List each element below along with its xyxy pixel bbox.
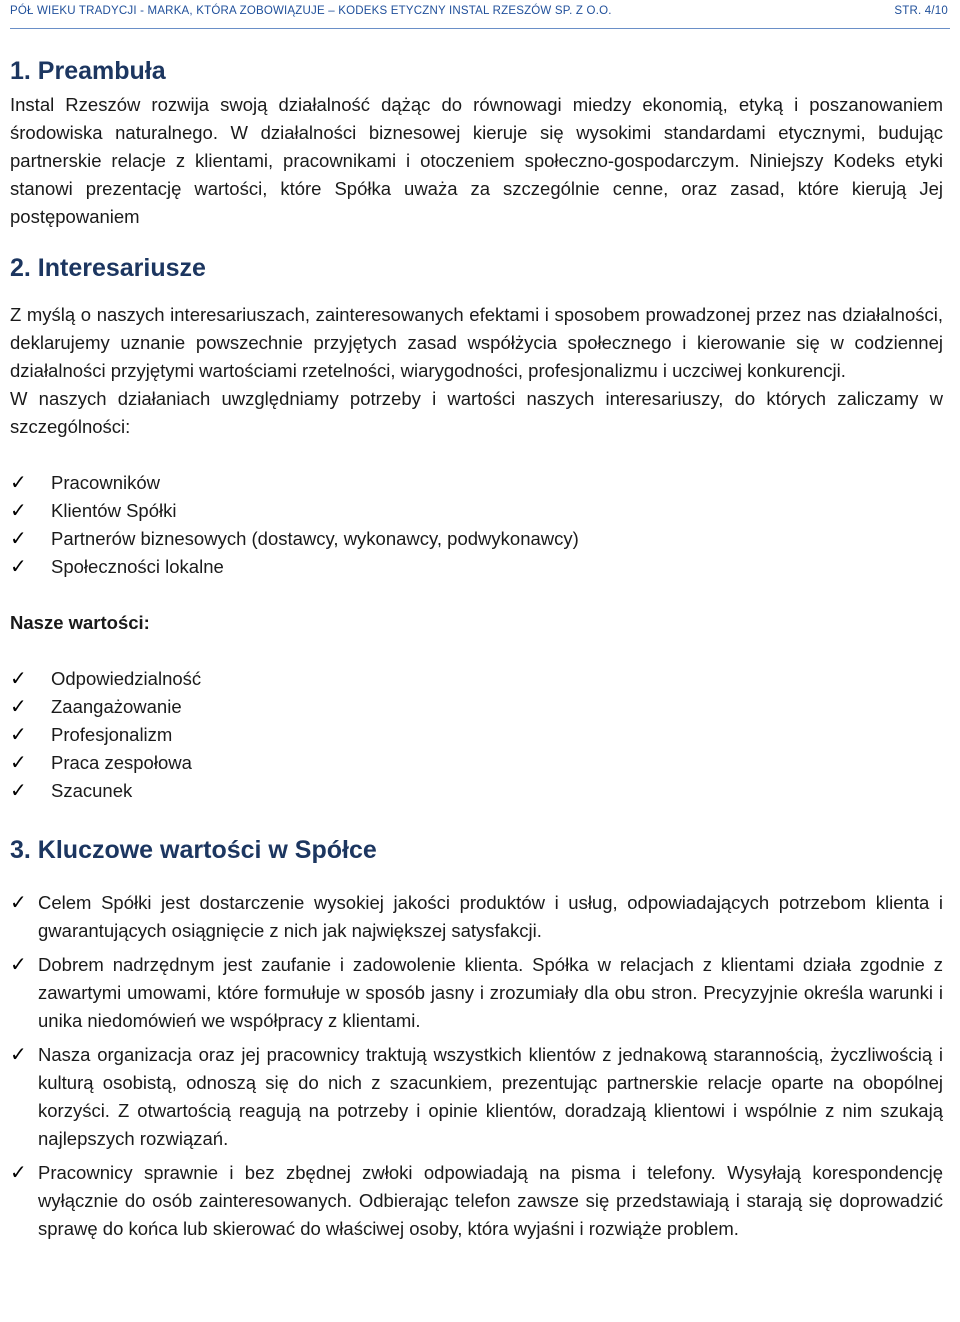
check-icon: ✓	[10, 528, 27, 550]
check-icon: ✓	[10, 500, 27, 522]
check-icon: ✓	[10, 696, 27, 718]
list-item: ✓ Celem Spółki jest dostarczenie wysokiej jakości produktów i usług, odpowiadających potrzebom klienta i gwarantujących osiągnięcie z nich jak największej satysfakcji.	[10, 889, 943, 945]
check-icon: ✓	[10, 1044, 27, 1066]
list-item: ✓ Społeczności lokalne	[10, 553, 943, 581]
list-item: ✓ Pracowników	[10, 469, 943, 497]
document-body	[10, 54, 943, 1249]
check-icon: ✓	[10, 752, 27, 774]
check-icon: ✓	[10, 724, 27, 746]
check-icon: ✓	[10, 780, 27, 802]
list-item: ✓ Klientów Spółki	[10, 497, 943, 525]
values-title: Nasze wartości:	[10, 612, 150, 633]
list-item: ✓ Odpowiedzialność	[10, 665, 943, 693]
section-3-title: 3. Kluczowe wartości w Spółce	[10, 836, 377, 864]
list-item: ✓ Dobrem nadrzędnym jest zaufanie i zadowolenie klienta. Spółka w relacjach z klientami działa zgodnie z zawartymi umowami, które formułuje w sposób jasny i zrozumiały dla obu stron. Precyzyjnie określa warunki i unika niedomówień we współpracy z klientami.	[10, 951, 943, 1035]
list-item: ✓ Nasza organizacja oraz jej pracownicy traktują wszystkich klientów z jednakową starannością, życzliwością i kulturą osobistą, odnoszą się do nich z szacunkiem, prezentując partnerskie relacje oparte na obopólnej korzyści. Z otwartością reagują na potrzeby i opinie klientów, doradzają klientowi i wspólnie z nim szukają najlepszych rozwiązań.	[10, 1041, 943, 1153]
list-item: ✓ Partnerów biznesowych (dostawcy, wykonawcy, podwykonawcy)	[10, 525, 943, 553]
preamble-paragraph: Instal Rzeszów rozwija swoją działalność dążąc do równowagi miedzy ekonomią, etyką i poszanowaniem środowiska naturalnego. W działalności biznesowej kieruje się wysokimi standardami etycznymi, budując partnerskie relacje z klientami, pracownikami i otoczeniem społeczno-gospodarczym. Niniejszy Kodeks etyki stanowi prezentację wartości, które Spółka uważa za szczególnie cenne, oraz zasad, które kierują Jej postępowaniem	[10, 94, 943, 227]
values-list	[10, 665, 943, 805]
check-icon: ✓	[10, 892, 27, 914]
list-item: ✓ Pracownicy sprawnie i bez zbędnej zwłoki odpowiadają na pisma i telefony. Wysyłają korespondencję wyłącznie do osób zainteresowanych. Odbierając telefon zawsze się przedstawiają i starają się doprowadzić sprawę do końca lub skierować do właściwej osoby, która wyjaśni i rozwiąże problem.	[10, 1159, 943, 1243]
section-1-title: 1. Preambuła	[10, 57, 166, 85]
header-divider	[10, 28, 950, 29]
header-title: PÓŁ WIEKU TRADYCJI - MARKA, KTÓRA ZOBOWIĄZUJE – KODEKS ETYCZNY INSTAL RZESZÓW SP. Z O.O.	[10, 5, 612, 17]
list-item: ✓ Szacunek	[10, 777, 943, 805]
list-item: ✓ Zaangażowanie	[10, 693, 943, 721]
check-icon: ✓	[10, 954, 27, 976]
section-2-title: 2. Interesariusze	[10, 254, 206, 282]
stakeholders-list	[10, 469, 943, 581]
page-number: STR. 4/10	[894, 5, 948, 17]
check-icon: ✓	[10, 472, 27, 494]
page-header	[10, 0, 950, 26]
list-item: ✓ Praca zespołowa	[10, 749, 943, 777]
key-values-list	[10, 889, 943, 1243]
stakeholders-paragraph-2: W naszych działaniach uwzględniamy potrzeby i wartości naszych interesariuszy, do których zaliczamy w szczególności:	[10, 388, 943, 437]
check-icon: ✓	[10, 556, 27, 578]
check-icon: ✓	[10, 668, 27, 690]
stakeholders-paragraph-1: Z myślą o naszych interesariuszach, zainteresowanych efektami i sposobem prowadzonej przez nas działalności, deklarujemy uznanie powszechnie przyjętych zasad współżycia społecznego i kierowanie się w codziennej działalności przyjętymi wartościami rzetelności, wiarygodności, profesjonalizmu i uczciwej konkurencji.	[10, 304, 943, 381]
check-icon: ✓	[10, 1162, 27, 1184]
list-item: ✓ Profesjonalizm	[10, 721, 943, 749]
